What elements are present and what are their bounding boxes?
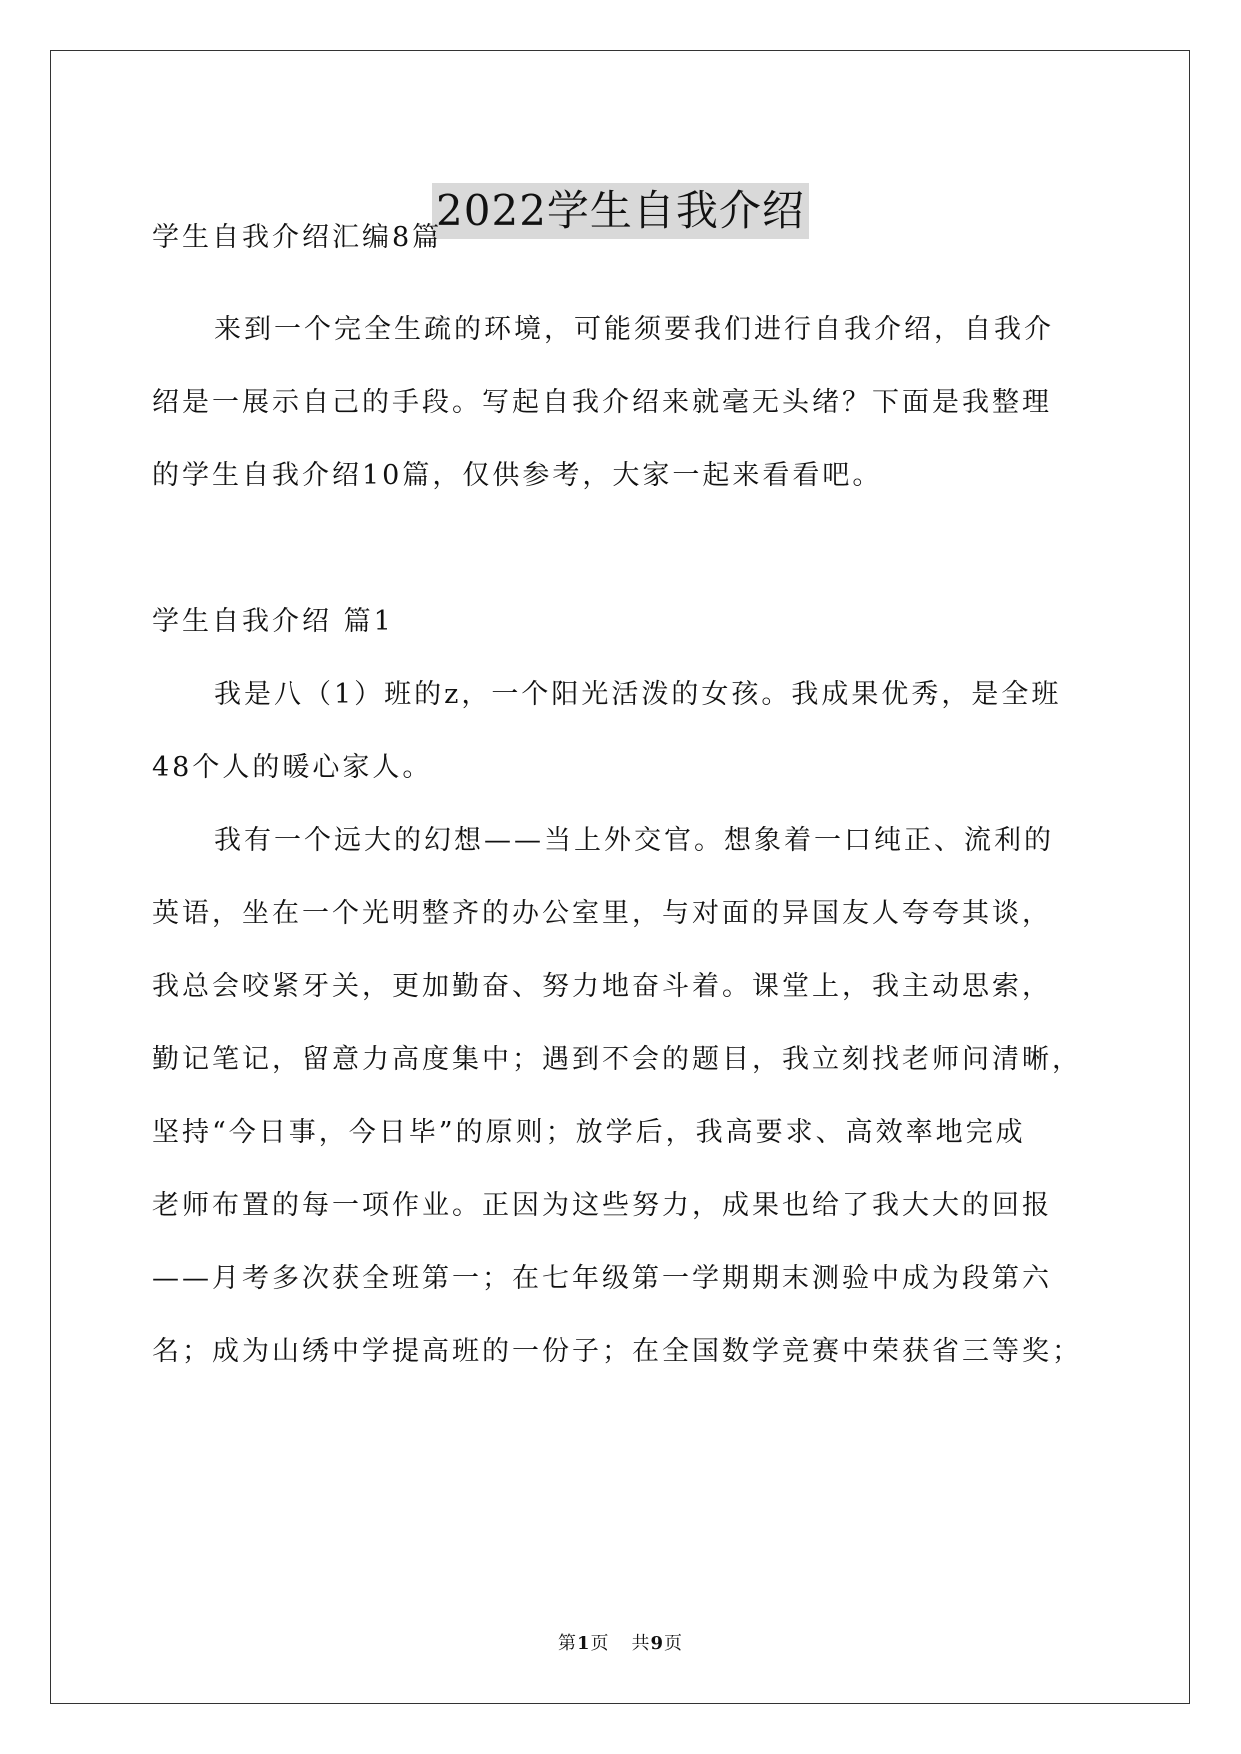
intro-line: 绍是一展示自己的手段。写起自我介绍来就毫无头绪？下面是我整理 [152,387,1052,418]
total-pages-prefix: 共 [631,1633,651,1654]
paragraph-line: ——月考多次获全班第一；在七年级第一学期期末测验中成为段第六 [152,1263,1052,1294]
page-number-prefix: 第 [557,1633,577,1654]
paragraph-line: 老师布置的每一项作业。正因为这些努力，成果也给了我大大的回报 [152,1190,1052,1221]
intro-line: 来到一个完全生疏的环境，可能须要我们进行自我介绍，自我介 [214,314,1054,345]
paragraph-line: 坚持“今日事，今日毕”的原则；放学后，我高要求、高效率地完成 [152,1117,1026,1148]
section-heading: 学生自我介绍 篇1 [152,606,394,637]
total-page-count: 9 [650,1633,665,1654]
paragraph-line: 48个人的暖心家人。 [152,752,433,783]
page-number-suffix: 页 [590,1633,610,1654]
total-pages-suffix: 页 [664,1633,684,1654]
paragraph-line: 英语，坐在一个光明整齐的办公室里，与对面的异国友人夸夸其谈， [152,898,1052,929]
paragraph-line: 我有一个远大的幻想——当上外交官。想象着一口纯正、流利的 [214,825,1054,856]
paragraph-line: 我总会咬紧牙关，更加勤奋、努力地奋斗着。课堂上，我主动思索， [152,971,1052,1002]
paragraph-line: 名；成为山绣中学提高班的一份子；在全国数学竞赛中荣获省三等奖； [152,1336,1082,1367]
paragraph-line: 我是八（1）班的z，一个阳光活泼的女孩。我成果优秀，是全班 [214,679,1062,710]
page-footer [0,1632,1241,1656]
subtitle: 学生自我介绍汇编8篇 [152,222,443,253]
current-page-number: 1 [576,1633,591,1654]
document-title: 2022学生自我介绍 [432,183,809,239]
paragraph-line: 勤记笔记，留意力高度集中；遇到不会的题目，我立刻找老师问清晰， [152,1044,1082,1075]
page-border [50,50,1190,1704]
intro-line: 的学生自我介绍10篇，仅供参考，大家一起来看看吧。 [152,460,883,491]
